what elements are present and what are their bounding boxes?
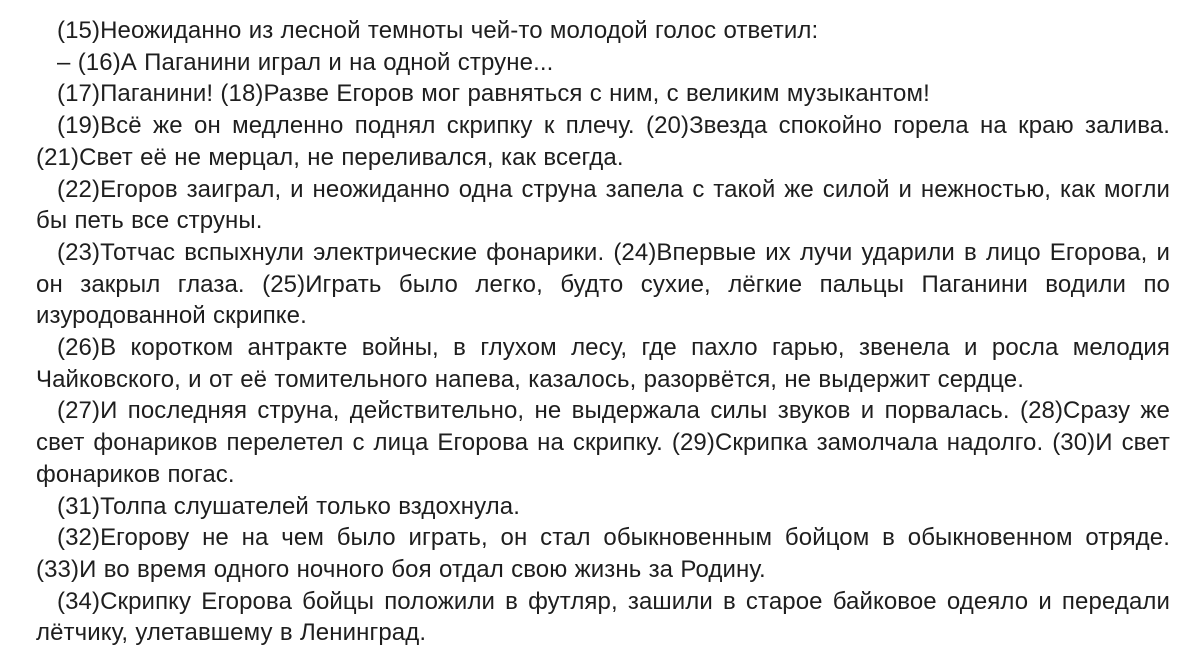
paragraph-sentences-19-21: (19)Всё же он медленно поднял скрипку к плечу. (20)Звезда спокойно горела на краю залива. (21)Свет её не мерцал, не переливался, как всегда. — [36, 112, 1170, 171]
paragraph-sentences-27-30: (27)И последняя струна, действительно, не выдержала силы звуков и порвалась. (28)Сразу же свет фонариков перелетел с лица Егорова на скрипку. (29)Скрипка замолчала надолго. (30)И свет фонариков погас. — [36, 397, 1170, 488]
paragraph-sentences-23-25: (23)Тотчас вспыхнули электрические фонарики. (24)Впервые их лучи ударили в лицо Егорова, и он закрыл глаза. (25)Играть было легко, будто сухие, лёгкие пальцы Паганини водили по изуродованной скрипке. — [36, 238, 1170, 330]
paragraph-sentence-31: (31)Толпа слушателей только вздохнула. — [57, 492, 520, 520]
paragraph-sentence-16: – (16)А Паганини играл и на одной струне... — [57, 48, 554, 76]
paragraph-sentence-15: (15)Неожиданно из лесной темноты чей-то молодой голос ответил: — [57, 17, 819, 44]
paragraph-sentence-34: (34)Скрипку Егорова бойцы положили в футляр, зашили в старое байковое одеяло и передали лётчику, улетавшему в Ленинград. — [36, 587, 1170, 647]
paragraph-sentence-26: (26)В коротком антракте войны, в глухом лесу, где пахло гарью, звенела и росла мелодия Чайковского, и от её томительного напева, казалось, разорвётся, не выдержит сердце. — [36, 334, 1170, 393]
paragraph-sentences-17-18: (17)Паганини! (18)Разве Егоров мог равняться с ним, с великим музыкантом! — [57, 80, 930, 108]
paragraph-sentence-22: (22)Егоров заиграл, и неожиданно одна струна запела с такой же силой и нежностью, как могли бы петь все струны. — [36, 175, 1170, 235]
paragraph-sentences-32-33: (32)Егорову не на чем было играть, он стал обыкновенным бойцом в обыкновенном отряде. (33)И во время одного ночного боя отдал свою жизнь за Родину. — [36, 524, 1170, 583]
